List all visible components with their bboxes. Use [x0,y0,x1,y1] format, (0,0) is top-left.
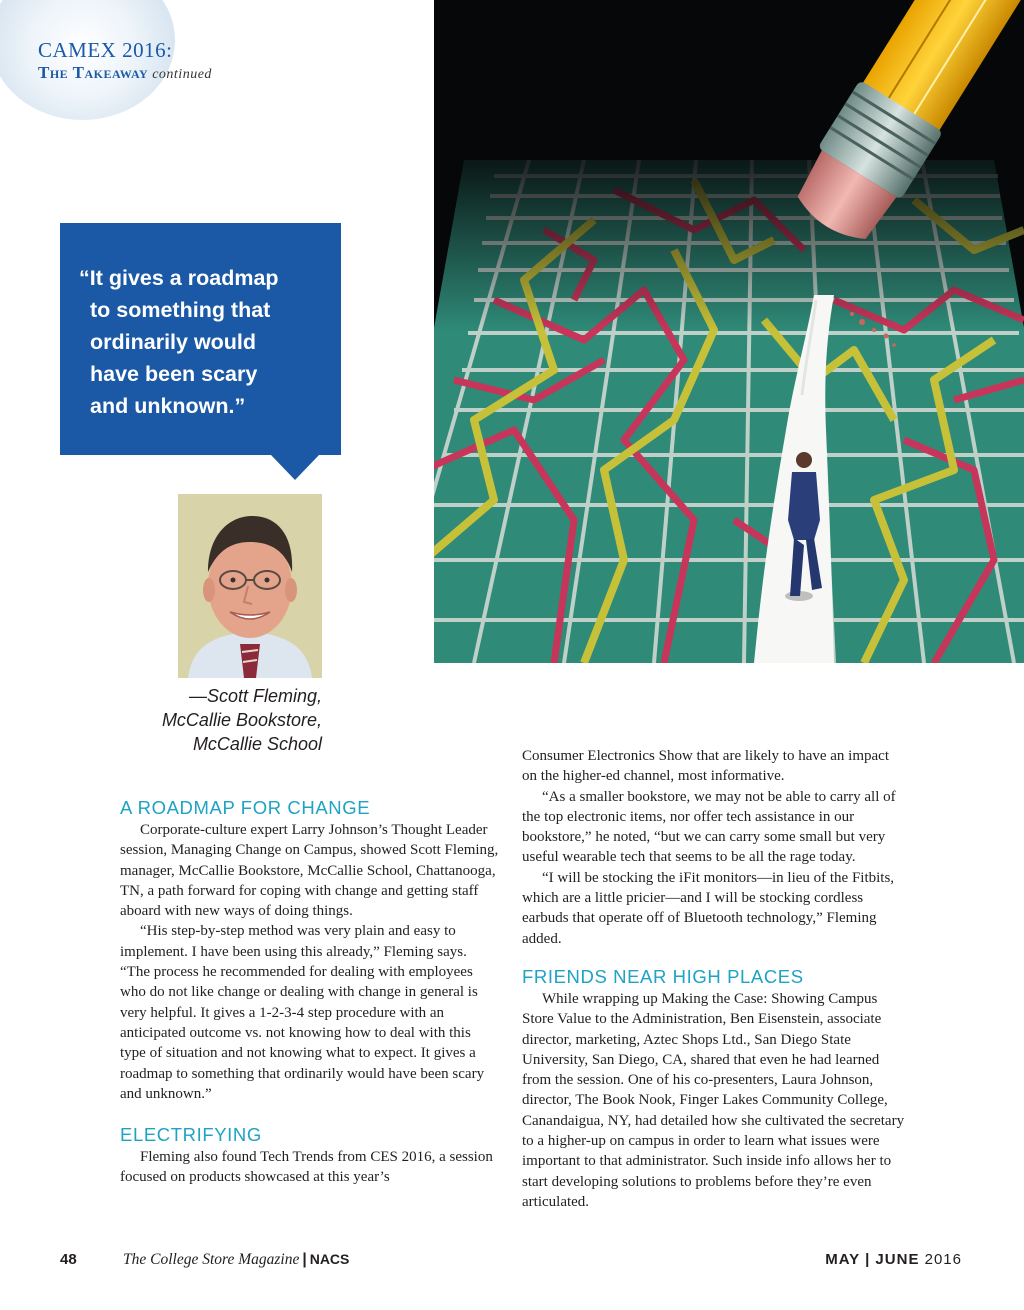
pull-quote-pointer [271,455,319,480]
page-footer [0,1251,1024,1275]
org-name: NACS [309,1251,350,1267]
pull-quote-line: “It gives a roadmap [79,266,279,290]
quote-attribution [120,684,322,756]
attribution-line: —Scott Fleming, [188,686,322,706]
issue-months: MAY | JUNE [825,1251,920,1268]
section-heading-friends: FRIENDS NEAR HIGH PLACES [522,965,804,987]
pull-quote-line: to something that [90,298,271,322]
issue-date [825,1251,962,1268]
article-column-left [120,796,500,1188]
attribution-line: McCallie School [192,734,322,754]
section-subtitle: The Takeaway [38,63,149,82]
article-paragraph: “His step-by-step method was very plain and easy to implement. I have been using this already,” Fleming says. “The process he recommended for dealing with employees who do not like change or dealing with change in general is very helpful. It gives a 1-2-3-4 step procedure with an anticipated outcome vs. not knowing how to deal with this type of situation and not knowing what to expect. It gives a roadmap to something that ordinarily would have been scary and unknown.” [120,923,485,1102]
page-number: 48 [60,1251,77,1268]
section-header [38,40,212,87]
portrait-photo [178,494,322,678]
issue-year: 2016 [924,1251,962,1268]
attribution-line: McCallie Bookstore, [161,710,322,730]
pull-quote-line: ordinarily would [90,330,257,354]
pull-quote-line: have been scary [90,362,258,386]
pull-quote [79,262,319,422]
section-title: CAMEX 2016: [38,38,173,62]
article-paragraph: “As a smaller bookstore, we may not be able to carry all of the top electronic items, nor offer tech assistance in our bookstore,” he noted, “but we can carry some small but very useful wearable tech that seems to be all the rage today. [522,788,896,866]
magazine-title: The College Store Magazine [123,1251,300,1268]
article-column-right [522,746,906,1212]
article-paragraph: While wrapping up Making the Case: Showing Campus Store Value to the Administration, Ben Eisenstein, associate director, marketing, Aztec Shops Ltd., San Diego State University, San Diego, CA, shared that even he had learned from the session. One of his co-presenters, Laura Johnson, director, The Book Nook, Finger Lakes Community College, Canandaigua, NY, had detailed how she cultivated the secretary to a higher-up on campus in order to learn what issues were important to that administrator. Such inside info allows her to start developing solutions to problems before they’re even articulated. [522,990,905,1210]
map-pencil-illustration [434,0,1024,663]
footer-separator: | [302,1251,307,1268]
pull-quote-line: and unknown.” [90,394,246,418]
continued-label: continued [152,67,212,82]
section-heading-roadmap: A ROADMAP FOR CHANGE [120,797,371,818]
article-paragraph: Consumer Electronics Show that are likely to have an impact on the higher-ed channel, most informative. [522,748,889,785]
section-heading-electrifying: ELECTRIFYING [120,1124,262,1146]
article-paragraph: Corporate-culture expert Larry Johnson’s Thought Leader session, Managing Change on Campus, showed Scott Fleming, manager, McCallie Bookstore, McCallie School, Chattanooga, TN, a path forward for coping with change and getting staff aboard with new ways of doing things. [120,822,499,920]
article-paragraph: Fleming also found Tech Trends from CES 2016, a session focused on products showcased at this year’s [120,1149,493,1186]
magazine-name [123,1251,349,1269]
article-paragraph: “I will be stocking the iFit monitors—in lieu of the Fitbits, which are a little pricier—and I will be stocking cordless earbuds that operate off of Bluetooth technology,” Fleming added. [522,869,895,947]
